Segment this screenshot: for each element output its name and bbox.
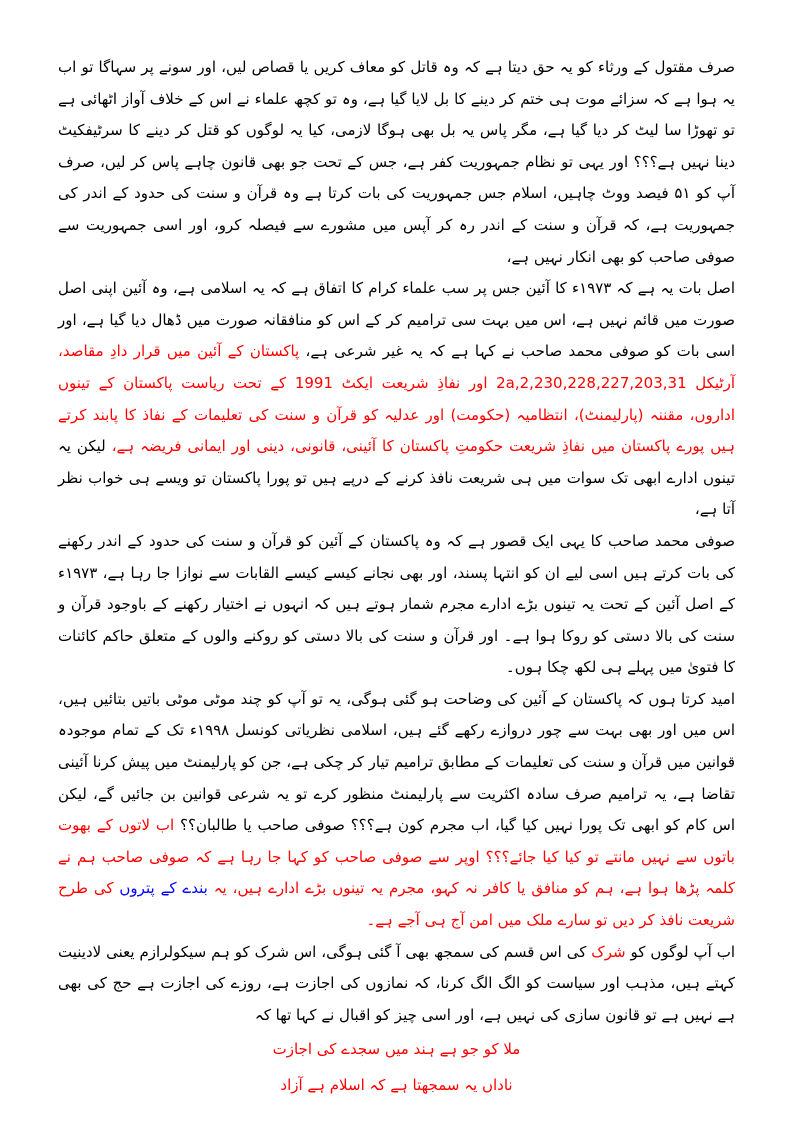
verse-line-2: ناداں یہ سمجھتا ہے کہ اسلام ہے آزاد	[280, 1076, 513, 1095]
paragraph-3	[58, 526, 735, 684]
paragraph-text: لیکن یہ تینوں ادارے ابھی تک سوات میں ہی شریعت نافذ کرنے کے درپے ہیں تو پورا پاکستان تو ویسے ہی خواب نظر آتا ہے،	[58, 437, 735, 519]
verse-line-1: ملا کو جو ہے ہند میں سجدے کی اجازت	[272, 1040, 521, 1059]
paragraph-text: اصل بات یہ ہے کہ ۱۹۷۳ء کا آئین جس پر سب علماء کرام کا اتفاق ہے کہ یہ اسلامی ہے، وہ آئین اپنی اصل صورت میں قائم نہیں ہے، اس میں بہت سی ترامیم کر کے اس کو منافقانہ صورت میں ڈھال دیا گیا ہے، اور اسی بات کو صوفی محمد صاحب نے کہا ہے کہ یہ غیر شرعی ہے،	[58, 279, 735, 361]
paragraph-text: کی اس قسم کی سمجھ بھی آ گئی ہوگی، اس شرک کو ہم سیکولرازم یعنی لادینیت کہتے ہیں، مذہب اور سیاست کو الگ الگ کرنا، کہ نمازوں کی اجازت ہے، روزے کی اجازت ہے حج کی بھی ہے نہیں ہے تو قانون سازی کی نہیں ہے، اور اسی چیز کو اقبال نے کہا تھا کہ	[58, 942, 735, 1024]
highlighted-text: اب لاتوں کے بھوت باتوں سے نہیں مانتے تو کیا کیا جائے؟؟؟ اوپر سے صوفی صاحب کو کہا جا رہا ہے کہ صوفی صاحب ہم نے کلمہ پڑھا ہوا ہے، ہم کو منافق یا کافر نہ کہو، مجرم یہ تینوں بڑے ادارے ہیں، یہ	[58, 816, 736, 898]
paragraph-text: امید کرتا ہوں کہ پاکستان کے آئین کی وضاحت ہو گئی ہوگی، یہ تو آپ کو چند موٹی موٹی باتیں بتائیں ہیں، اس میں اور بھی بہت سے چور دروازے رکھے گئے ہیں، اسلامی نظریاتی کونسل ۱۹۹۸ء تک کے تمام موجودہ قوانین میں قرآن و سنت کی تعلیمات کے مطابق ترامیم تیار کر چکی ہے، جن کو پارلیمنٹ میں پیش کرنا آئینی تقاضا ہے، یہ ترامیم صرف سادہ اکثریت سے پارلیمنٹ منظور کرے تو یہ شرعی قوانین بن جائیں گے، لیکن اس کام کو ابھی تک پورا نہیں کیا گیا، اب مجرم کون ہے؟؟؟ صوفی صاحب یا طالبان؟؟	[58, 689, 736, 835]
paragraph-1	[58, 52, 735, 273]
paragraph-4	[58, 684, 735, 937]
page-body	[58, 52, 735, 1103]
paragraph-5	[58, 937, 735, 1032]
highlighted-text: کی طرح شریعت نافذ کر دیں تو سارے ملک میں امن آج ہی آجے ہے۔	[58, 879, 735, 930]
paragraph-text: صوفی محمد صاحب کا یہی ایک قصور ہے کہ وہ پاکستان کے آئین کو قرآن و سنت کی حدود کے اندر رکھنے کی بات کرتے ہیں اسی لیے ان کو انتہا پسند، اور بھی نجانے کیسے کیسے القابات سے نوازا جا رہا ہے، ۱۹۷۳ء کے اصل آئین کے تحت یہ تینوں بڑے ادارے مجرم شمار ہوتے ہیں کہ انہوں نے اختیار رکھنے کے باوجود قرآن و سنت کی بالا دستی کو روکا ہوا ہے۔ اور قرآن و سنت کی بالا دستی کو روکنے والوں کے متعلق حاکم کائنات کا فتویٰ میں پہلے ہی لکھ چکا ہوں۔	[58, 531, 735, 677]
highlighted-phrase: بندے کے پتروں	[119, 879, 208, 898]
paragraph-text: صرف مقتول کے ورثاء کو یہ حق دیتا ہے کہ وہ قاتل کو معاف کریں یا قصاص لیں، اور سونے پر سہاگا تو اب یہ ہوا ہے کہ سزائے موت ہی ختم کر دینے کا بل لایا گیا ہے، وہ تو کچھ علماء نے اس کے خلاف آواز اٹھائی ہے تو تھوڑا سا لیٹ کر دیا گیا ہے، مگر پاس یہ بل بھی ہوگا لازمی، کیا یہ لوگوں کو قتل کر دینے کا سرٹیفکیٹ دینا نہیں ہے؟؟؟ اور یہی تو نظام جمہوریت کفر ہے، جس کے تحت جو بھی قانون چاہے پاس کر لیں، صرف آپ کو ۵۱ فیصد ووٹ چاہیں، اسلام جس جمہوریت کی بات کرتا ہے وہ قرآن و سنت کی حدود کے اندر کی جمہوریت ہے، کہ قرآن و سنت کے اندر رہ کر آپس میں مشورے سے فیصلہ کرو، اور اسی جمہوریت سے صوفی صاحب کو بھی انکار نہیں ہے،	[58, 58, 735, 266]
highlighted-text: پاکستان کے آئین میں قرار دادِ مقاصد، آرٹیکل 2a,2,230,228,227,203,31 اور نفاذِ شریعت ایکٹ 1991 کے تحت ریاست پاکستان کے تینوں اداروں، مقننہ (پارلیمنٹ)، انتظامیہ (حکومت) اور عدلیہ کو قرآن و سنت کی تعلیمات کے نفاذ کا پابند کرتے ہیں پورے پاکستان میں نفاذِ شریعت حکومتِ پاکستان کا آئینی، قانونی، دینی اور ایمانی فریضہ ہے،	[58, 342, 735, 456]
paragraph-text: اب آپ لوگوں کو	[625, 942, 736, 961]
highlighted-word: شرک	[591, 942, 626, 961]
paragraph-2	[58, 273, 735, 526]
